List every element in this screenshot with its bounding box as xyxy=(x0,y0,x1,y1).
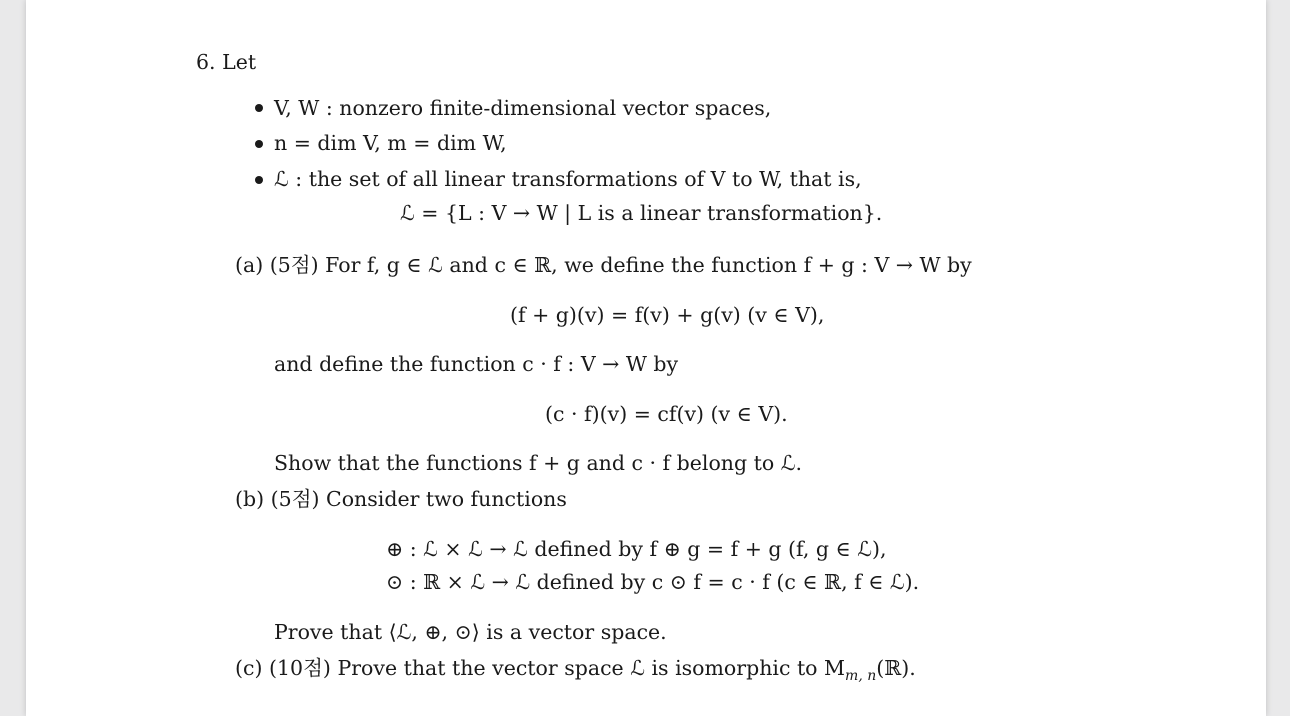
part-c-statement xyxy=(235,656,916,688)
bullet-item-spaces: V, W : nonzero finite-dimensional vector spaces, xyxy=(274,96,772,120)
problem-intro: Let xyxy=(222,50,257,74)
part-a-conclusion: Show that the functions f + g and c · f belong to ℒ. xyxy=(274,451,803,475)
bullet-marker xyxy=(255,140,263,148)
set-definition-equation: ℒ = {L : V → W | L is a linear transformation}. xyxy=(400,201,883,225)
part-c-text: Prove that the vector space ℒ is isomorphic to M xyxy=(337,656,846,680)
part-a-equation-sum: (f + g)(v) = f(v) + g(v) (v ∈ V), xyxy=(510,303,825,327)
part-c-points: (10점) xyxy=(269,656,331,680)
bullet-item-set: ℒ : the set of all linear transformations of V to W, that is, xyxy=(274,167,862,191)
part-b-operation-scalar: ⊙ : ℝ × ℒ → ℒ defined by c ⊙ f = c · f (c ∈ ℝ, f ∈ ℒ). xyxy=(386,570,920,594)
part-a-equation-scalar: (c · f)(v) = cf(v) (v ∈ V). xyxy=(545,402,788,426)
part-b-points: (5점) xyxy=(270,487,320,511)
part-a-text-scalar: and define the function c · f : V → W by xyxy=(274,352,679,376)
bullet-marker xyxy=(255,104,263,112)
problem-number: 6. xyxy=(196,50,216,74)
part-b-label: (b) xyxy=(235,487,265,511)
part-b-statement xyxy=(235,487,567,511)
part-b-conclusion: Prove that ⟨ℒ, ⊕, ⊙⟩ is a vector space. xyxy=(274,620,667,644)
part-c-label: (c) xyxy=(235,656,263,680)
part-c-tail: (ℝ). xyxy=(876,656,916,680)
bullet-item-dimensions: n = dim V, m = dim W, xyxy=(274,131,507,155)
part-a-text: For f, g ∈ ℒ and c ∈ ℝ, we define the function f + g : V → W by xyxy=(325,253,972,277)
part-a-statement xyxy=(235,253,972,277)
part-a-label: (a) xyxy=(235,253,264,277)
document-page xyxy=(26,0,1266,716)
part-a-points: (5점) xyxy=(269,253,319,277)
part-b-operation-add: ⊕ : ℒ × ℒ → ℒ defined by f ⊕ g = f + g (f, g ∈ ℒ), xyxy=(386,537,887,561)
problem-header xyxy=(196,50,256,74)
bullet-marker xyxy=(255,176,263,184)
part-b-text: Consider two functions xyxy=(326,487,567,511)
part-c-subscript: m, n xyxy=(845,668,877,685)
